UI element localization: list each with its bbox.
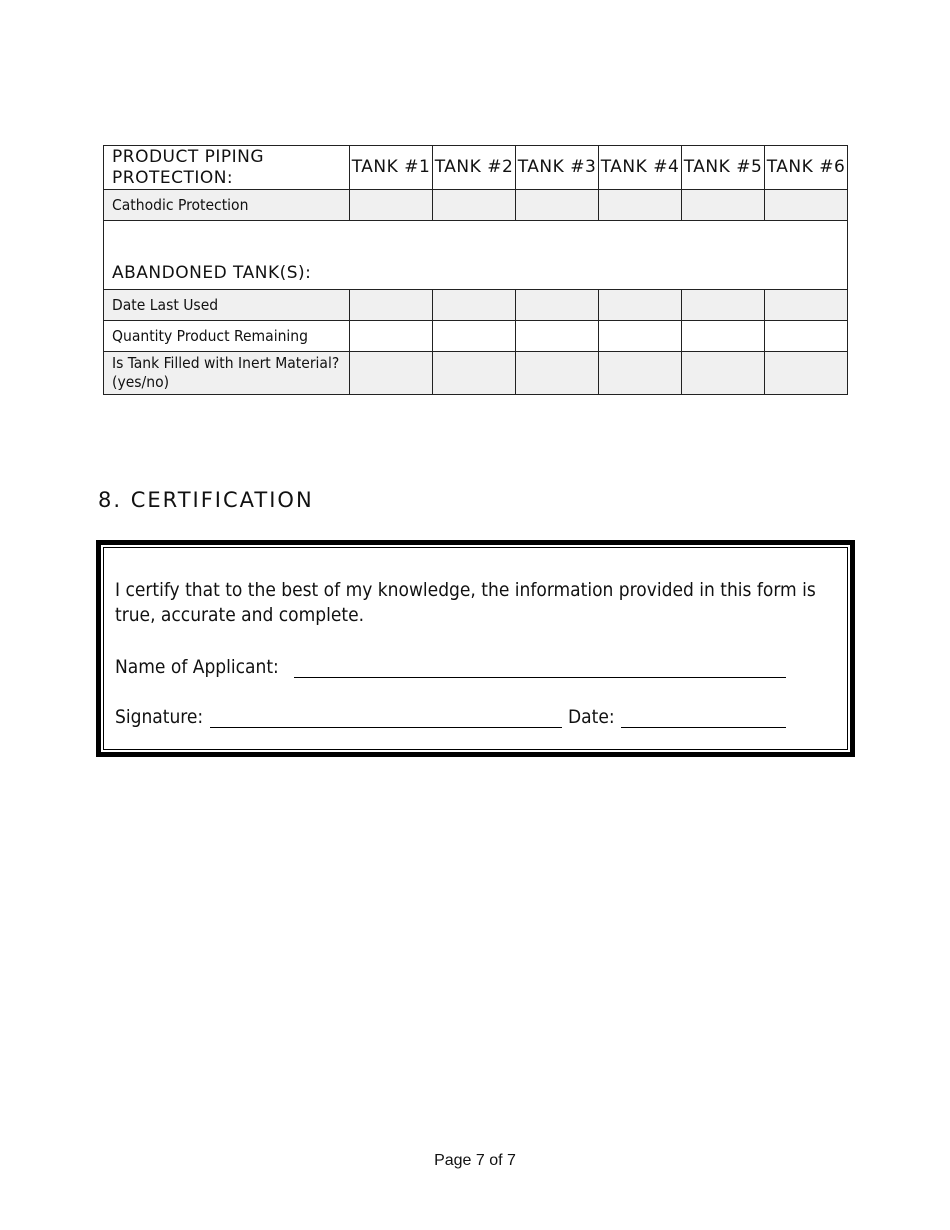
date-last-used-tank-1-cell[interactable]: [350, 290, 433, 321]
cathodic-tank-6-cell[interactable]: [765, 190, 848, 221]
date-last-used-tank-2-cell[interactable]: [433, 290, 516, 321]
cathodic-protection-label: Cathodic Protection: [104, 190, 350, 221]
inert-material-tank-4-cell[interactable]: [599, 352, 682, 395]
date-label: Date:: [568, 706, 615, 728]
quantity-remaining-tank-3-cell[interactable]: [516, 321, 599, 352]
tank-5-header: TANK #5: [682, 146, 765, 190]
cathodic-tank-5-cell[interactable]: [682, 190, 765, 221]
certification-box-inner: [103, 547, 848, 750]
page-number: Page 7 of 7: [434, 1152, 516, 1169]
applicant-name-field[interactable]: [294, 677, 786, 678]
quantity-remaining-tank-5-cell[interactable]: [682, 321, 765, 352]
inert-material-tank-3-cell[interactable]: [516, 352, 599, 395]
inert-material-tank-1-cell[interactable]: [350, 352, 433, 395]
date-field[interactable]: [621, 727, 786, 728]
date-last-used-label: Date Last Used: [104, 290, 350, 321]
table-header-row: [104, 146, 848, 190]
table-row: [104, 321, 848, 352]
cathodic-tank-3-cell[interactable]: [516, 190, 599, 221]
quantity-remaining-tank-4-cell[interactable]: [599, 321, 682, 352]
cathodic-tank-4-cell[interactable]: [599, 190, 682, 221]
date-last-used-tank-5-cell[interactable]: [682, 290, 765, 321]
tank-1-header: TANK #1: [350, 146, 433, 190]
tank-4-header: TANK #4: [599, 146, 682, 190]
table-row: [104, 352, 848, 395]
inert-material-tank-6-cell[interactable]: [765, 352, 848, 395]
table-row: [104, 190, 848, 221]
table-row: [104, 290, 848, 321]
quantity-remaining-tank-2-cell[interactable]: [433, 321, 516, 352]
abandoned-tanks-title: ABANDONED TANK(S):: [104, 221, 848, 290]
tank-2-header: TANK #2: [433, 146, 516, 190]
quantity-remaining-tank-1-cell[interactable]: [350, 321, 433, 352]
certification-box: [96, 540, 855, 757]
signature-field[interactable]: [210, 727, 562, 728]
quantity-remaining-label: Quantity Product Remaining: [104, 321, 350, 352]
piping-protection-table: [103, 145, 848, 395]
date-last-used-tank-6-cell[interactable]: [765, 290, 848, 321]
inert-material-label: Is Tank Filled with Inert Material? (yes/no): [104, 352, 350, 395]
date-last-used-tank-4-cell[interactable]: [599, 290, 682, 321]
certification-heading: 8. CERTIFICATION: [98, 488, 314, 512]
cathodic-tank-2-cell[interactable]: [433, 190, 516, 221]
signature-label: Signature:: [115, 706, 204, 728]
inert-material-tank-5-cell[interactable]: [682, 352, 765, 395]
certification-statement: I certify that to the best of my knowledge, the information provided in this form is true, accurate and complete.: [115, 579, 816, 626]
tank-3-header: TANK #3: [516, 146, 599, 190]
abandoned-tanks-section: [104, 221, 848, 290]
date-last-used-tank-3-cell[interactable]: [516, 290, 599, 321]
cathodic-tank-1-cell[interactable]: [350, 190, 433, 221]
applicant-name-label: Name of Applicant:: [115, 656, 279, 678]
tank-6-header: TANK #6: [765, 146, 848, 190]
piping-protection-header: PRODUCT PIPING PROTECTION:: [104, 146, 350, 190]
quantity-remaining-tank-6-cell[interactable]: [765, 321, 848, 352]
inert-material-tank-2-cell[interactable]: [433, 352, 516, 395]
